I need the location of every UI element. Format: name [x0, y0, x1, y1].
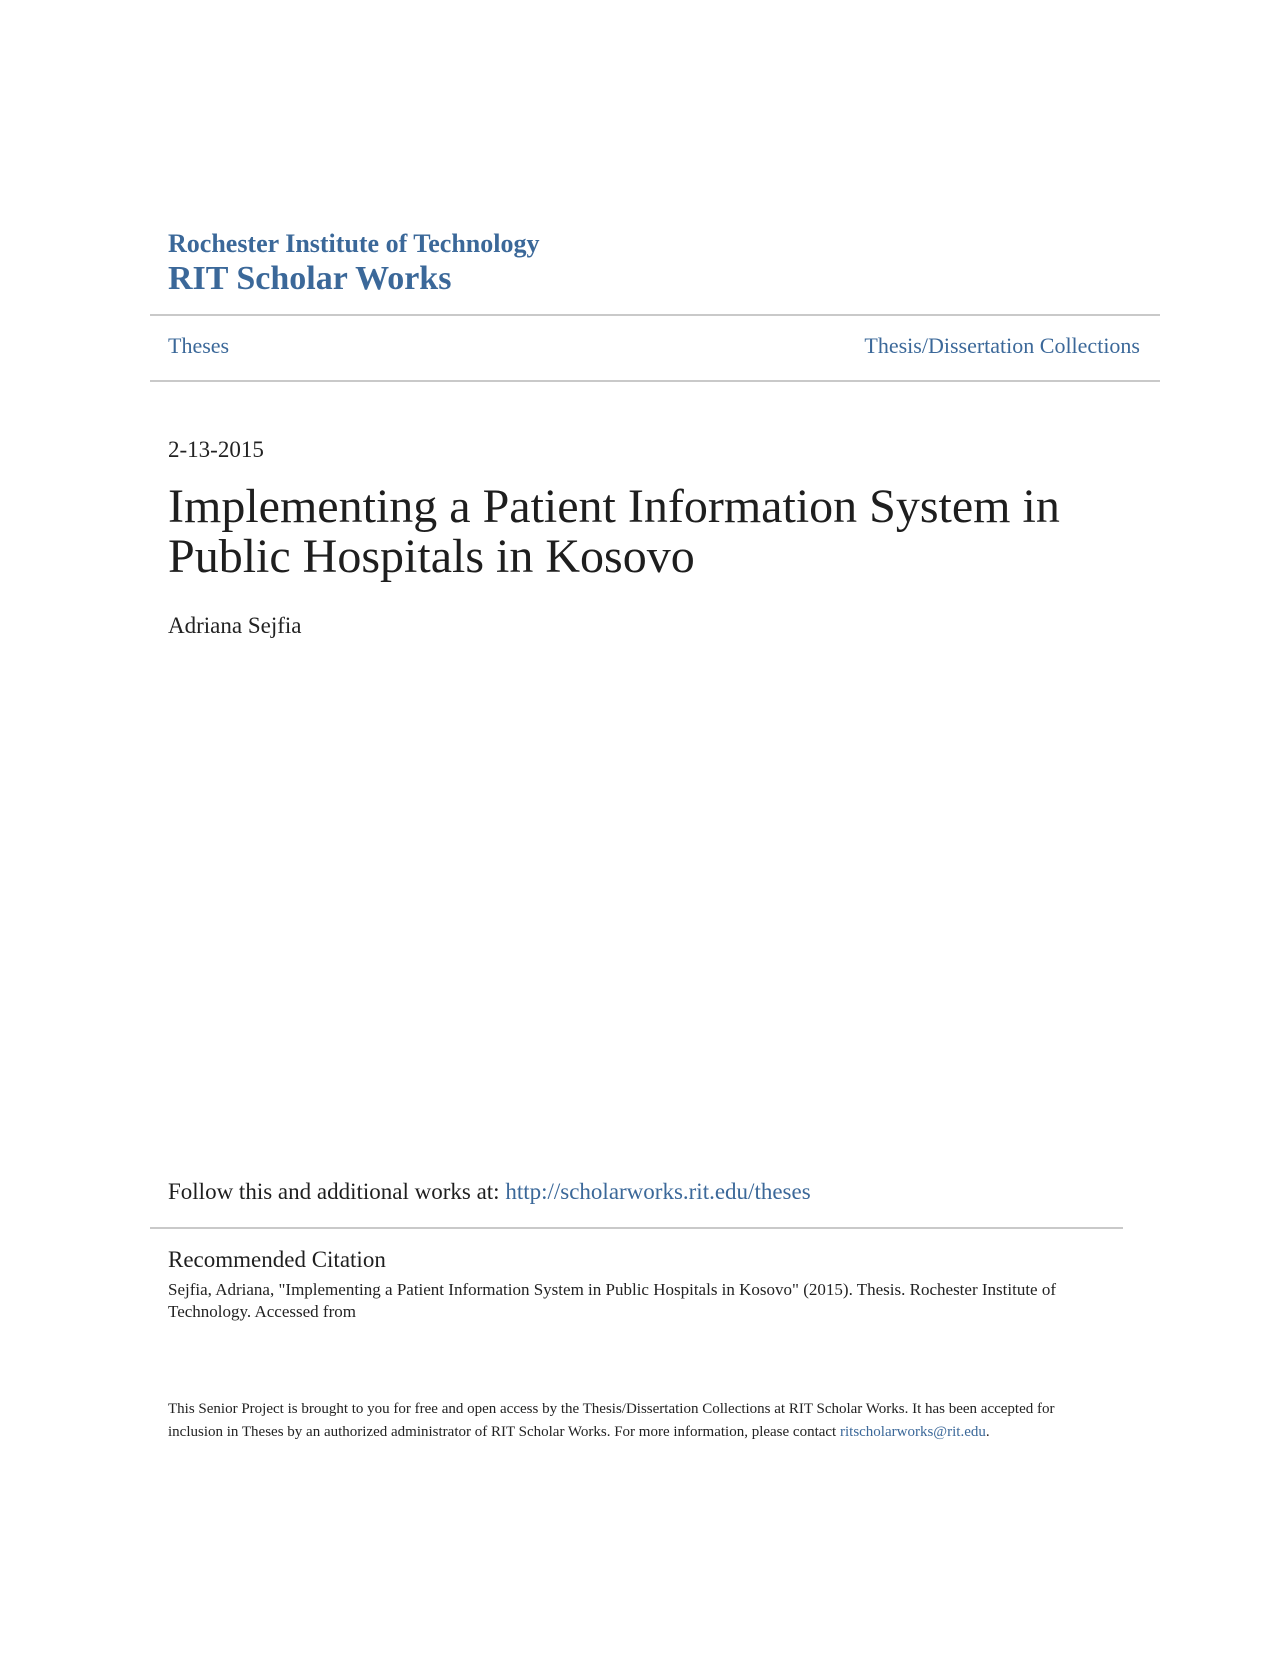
author-name: Adriana Sejfia — [168, 613, 302, 638]
contact-email-link[interactable]: ritscholarworks@rit.edu — [839, 1424, 986, 1440]
theses-link[interactable]: Theses — [168, 333, 230, 358]
theses-url-link[interactable]: http://scholarworks.rit.edu/theses — [505, 1179, 811, 1204]
citation-text: Sejfia, Adriana, "Implementing a Patient Information System in Public Hospitals in Kosovo" (2015). Thesis. Rochester Institute of Technology. Accessed from — [168, 1280, 1056, 1321]
access-statement — [168, 1398, 1098, 1444]
collections-link[interactable]: Thesis/Dissertation Collections — [864, 333, 1140, 358]
follow-divider — [150, 1227, 1123, 1229]
citation-heading: Recommended Citation — [168, 1247, 386, 1272]
nav-divider — [150, 380, 1160, 382]
follow-prefix: Follow this and additional works at: — [168, 1179, 506, 1204]
repository-name[interactable]: RIT Scholar Works — [168, 260, 452, 297]
document-title: Implementing a Patient Information System in Public Hospitals in Kosovo — [168, 480, 1060, 583]
access-statement-suffix: . — [985, 1424, 990, 1440]
follow-line — [168, 1177, 811, 1207]
institution-name: Rochester Institute of Technology — [168, 229, 540, 258]
access-statement-text: This Senior Project is brought to you for free and open access by the Thesis/Dissertation Collections at RIT Scholar Works. It has been accepted for inclusion in Theses by an authorized administrator of RIT Scholar Works. For more information, please contact — [168, 1401, 1055, 1440]
publication-date: 2-13-2015 — [168, 437, 264, 462]
header-divider — [150, 314, 1160, 316]
